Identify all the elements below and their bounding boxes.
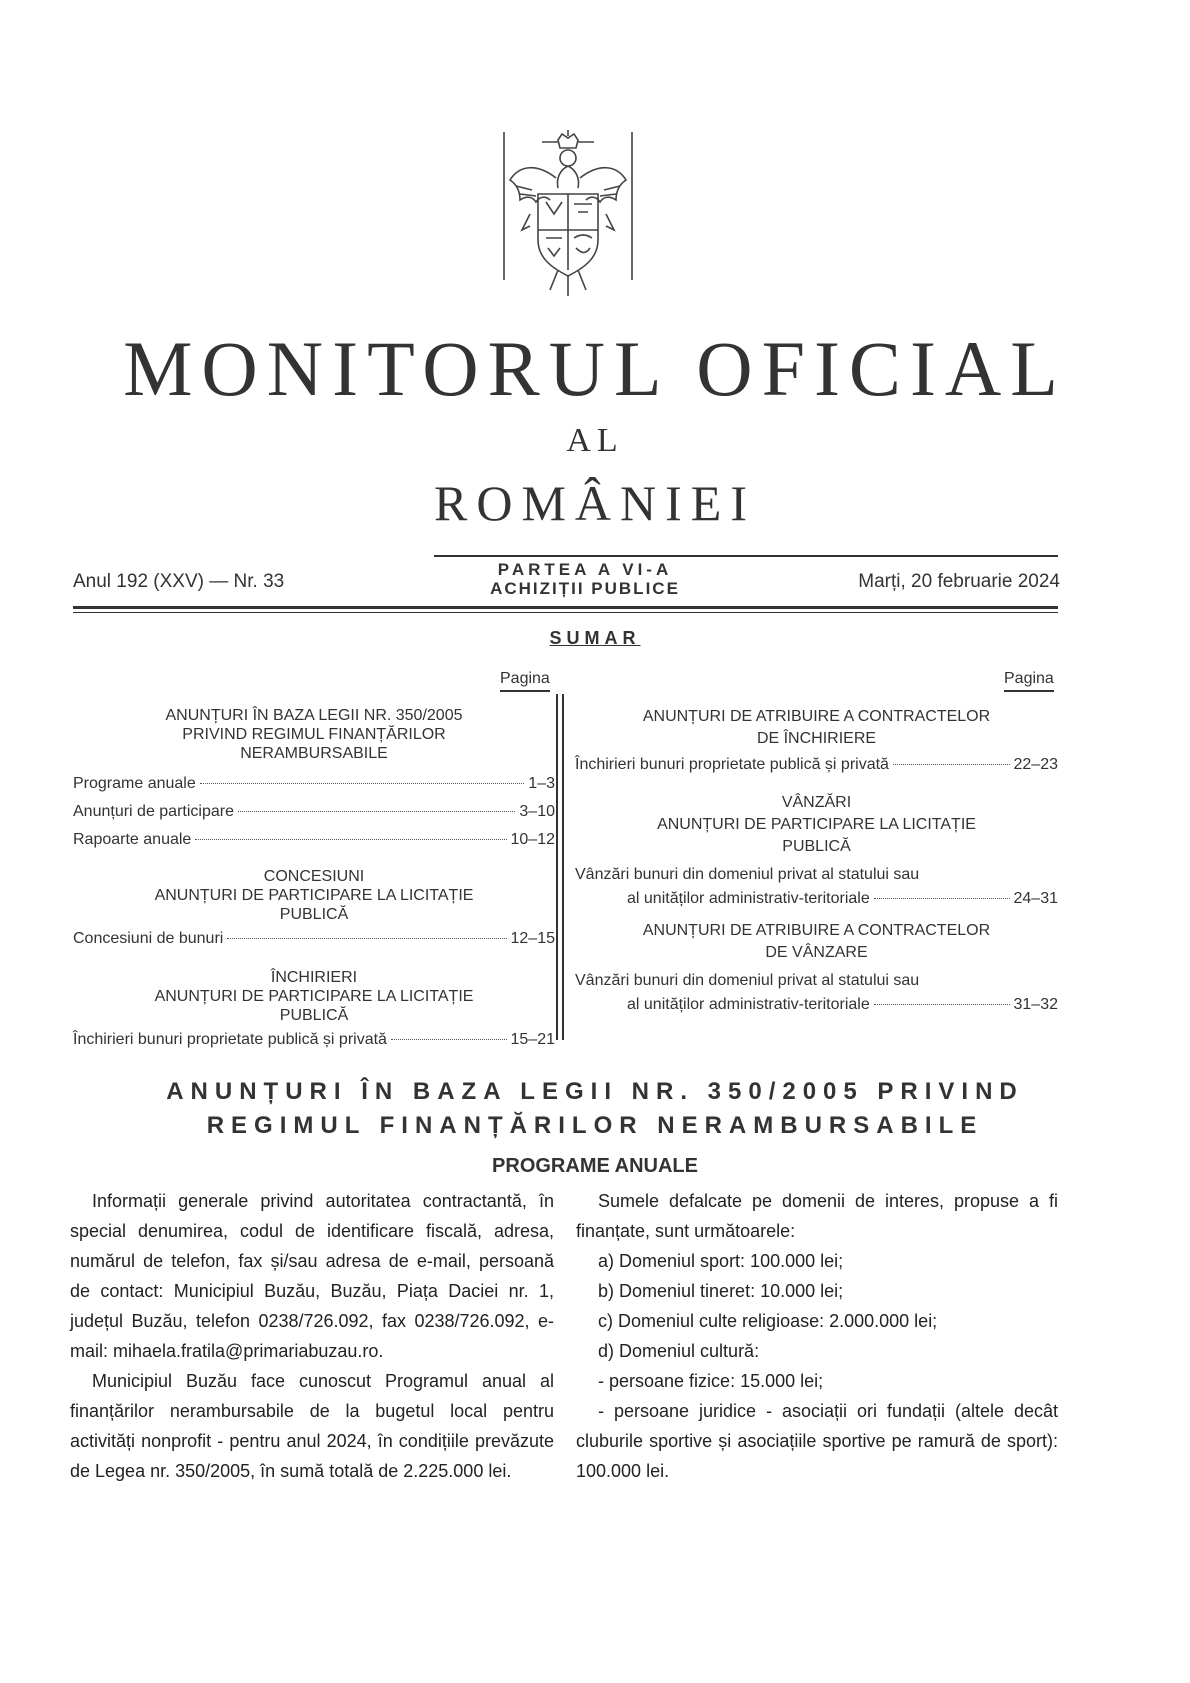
toc-section-heading: ANUNȚURI ÎN BAZA LEGII NR. 350/2005 PRIVIND REGIMUL FINANȚĂRILOR NERAMBURSABILE	[165, 707, 463, 762]
sumar-divider-2	[562, 694, 564, 1040]
body-right-column	[576, 1186, 1058, 1486]
paragraph: Sumele defalcate pe domenii de interes, propuse a fi finanțate, sunt următoarele:	[576, 1191, 1058, 1241]
part-line2: ACHIZIȚII PUBLICE	[490, 579, 680, 598]
toc-right-column	[575, 706, 1058, 1020]
body-left-column	[70, 1186, 554, 1486]
toc-section-heading: ÎNCHIRIERI ANUNȚURI DE PARTICIPARE LA LICITAȚIE PUBLICĂ	[154, 969, 474, 1024]
list-item: b) Domeniul tineret: 10.000 lei;	[598, 1281, 844, 1301]
issue-bottom-rule-1	[73, 606, 1058, 609]
list-item: d) Domeniul cultură:	[598, 1341, 760, 1361]
toc-left-column	[73, 706, 555, 1055]
list-item: c) Domeniul culte religioase: 2.000.000 lei;	[598, 1311, 938, 1331]
pagina-label-left: Pagina	[500, 670, 550, 692]
masthead-title: MONITORUL OFICIAL	[123, 325, 1067, 412]
toc-entry[interactable]: Anunțuri de participare 3–10	[73, 803, 555, 820]
list-item: - persoane fizice: 15.000 lei;	[598, 1371, 824, 1391]
issue-top-rule	[434, 555, 1058, 557]
toc-entry[interactable]: Programe anuale 1–3	[73, 775, 555, 792]
coat-of-arms-emblem	[502, 130, 634, 298]
toc-section-heading: ANUNȚURI DE ATRIBUIRE A CONTRACTELOR DE ÎNCHIRIERE	[642, 708, 991, 747]
toc-section-heading: VÂNZĂRI ANUNȚURI DE PARTICIPARE LA LICITAȚIE PUBLICĂ	[657, 794, 976, 855]
list-item: a) Domeniul sport: 100.000 lei;	[598, 1251, 844, 1271]
toc-entry[interactable]: Închirieri bunuri proprietate publică și privată 22–23	[575, 756, 1058, 773]
toc-entry[interactable]: Concesiuni de bunuri 12–15	[73, 930, 555, 947]
issue-part	[420, 560, 750, 598]
issue-number: Anul 192 (XXV) — Nr. 33	[73, 571, 285, 592]
issue-date: Marți, 20 februarie 2024	[858, 571, 1060, 592]
masthead-al: AL	[566, 422, 624, 459]
paragraph: Municipiul Buzău face cunoscut Programul anual al finanțărilor nerambursabile de la bugetul local pentru activități nonprofit - pentru anul 2024, în condițiile prevăzute de Legea nr. 350/2005, în sumă totală de 2.225.000 lei.	[70, 1371, 554, 1481]
programe-anuale-heading: PROGRAME ANUALE	[492, 1155, 698, 1177]
sumar-divider-1	[556, 694, 558, 1040]
list-item: - persoane juridice - asociații ori fundații (altele decât cluburile sportive și asociațiile sportive pe ramură de sport): 100.000 lei.	[576, 1401, 1058, 1481]
toc-entry[interactable]: Închirieri bunuri proprietate publică și privată 15–21	[73, 1031, 555, 1048]
toc-entry[interactable]: Vânzări bunuri din domeniul privat al statului sau al unităților administrativ-teritoriale 24–31	[575, 866, 1058, 907]
masthead-country: ROMÂNIEI	[434, 475, 756, 531]
toc-section-heading: ANUNȚURI DE ATRIBUIRE A CONTRACTELOR DE VÂNZARE	[642, 922, 991, 961]
part-line1: PARTEA A VI-A	[497, 560, 673, 579]
main-heading-line2: REGIMUL FINANȚĂRILOR NERAMBURSABILE	[206, 1112, 984, 1139]
toc-entry[interactable]: Vânzări bunuri din domeniul privat al statului sau al unităților administrativ-teritoriale 31–32	[575, 972, 1058, 1013]
pagina-label-right: Pagina	[1004, 670, 1054, 692]
issue-bottom-rule-2	[73, 612, 1058, 613]
main-heading-line1: ANUNȚURI ÎN BAZA LEGII NR. 350/2005 PRIVIND	[166, 1078, 1024, 1105]
sumar-title: SUMAR	[549, 628, 641, 648]
toc-section-heading: CONCESIUNI ANUNȚURI DE PARTICIPARE LA LICITAȚIE PUBLICĂ	[154, 868, 474, 923]
paragraph: Informații generale privind autoritatea contractantă, în special denumirea, codul de identificare fiscală, adresa, numărul de telefon, fax și/sau adresa de e-mail, persoană de contact: Municipiul Buzău, Buzău, Piața Daciei nr. 1, județul Buzău, telefon 0238/726.092, fax 0238/726.092, e-mail: mihaela.fratila@primariabuzau.ro.	[70, 1191, 554, 1361]
toc-entry[interactable]: Rapoarte anuale 10–12	[73, 831, 555, 848]
